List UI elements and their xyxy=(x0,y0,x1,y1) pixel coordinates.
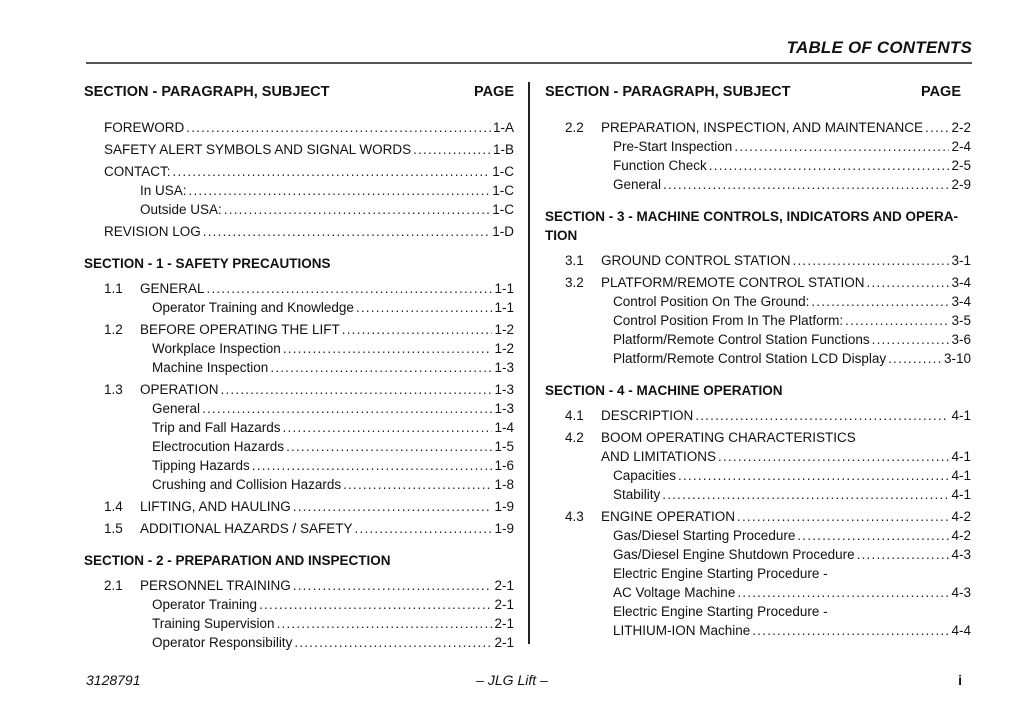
toc-entry[interactable] xyxy=(545,156,971,175)
toc-dot-leader xyxy=(718,447,949,466)
toc-dot-leader xyxy=(356,298,493,317)
toc-entry-page: 1-5 xyxy=(494,439,514,454)
toc-entry[interactable] xyxy=(545,406,971,425)
toc-entry-title: Platform/Remote Control Station LCD Display xyxy=(613,351,887,366)
toc-entry-page: 2-4 xyxy=(951,139,971,154)
toc-entry[interactable] xyxy=(545,507,971,526)
toc-entry-title: In USA: xyxy=(140,183,187,198)
toc-entry-page: 3-10 xyxy=(943,351,971,366)
toc-entry-page: 1-C xyxy=(492,164,514,179)
toc-entry-title: Machine Inspection xyxy=(152,360,269,375)
footer-brand: – JLG Lift – xyxy=(476,672,548,688)
toc-entry-title: GROUND CONTROL STATION xyxy=(601,253,791,268)
toc-dot-leader xyxy=(203,222,490,241)
toc-entry-number: 3.1 xyxy=(565,253,584,268)
toc-dot-leader xyxy=(294,633,492,652)
toc-entry[interactable] xyxy=(84,222,514,241)
toc-entry-page: 4-4 xyxy=(951,623,971,638)
header-rule xyxy=(86,62,972,64)
toc-entry-number: 1.2 xyxy=(104,322,123,337)
toc-entry-page: 4-1 xyxy=(951,487,971,502)
toc-entry[interactable] xyxy=(545,564,971,583)
toc-entry[interactable] xyxy=(545,349,971,368)
toc-entry[interactable] xyxy=(84,475,514,494)
toc-dot-leader xyxy=(224,200,490,219)
toc-dot-leader xyxy=(845,311,949,330)
toc-entry[interactable] xyxy=(545,428,971,447)
toc-entry[interactable] xyxy=(84,339,514,358)
toc-entry[interactable] xyxy=(545,466,971,485)
column-header-page: PAGE xyxy=(473,84,514,100)
toc-entry-title: Electric Engine Starting Procedure - xyxy=(613,604,828,619)
column-header-section: SECTION - PARAGRAPH, SUBJECT xyxy=(84,84,330,100)
toc-entry[interactable] xyxy=(84,399,514,418)
toc-entry[interactable] xyxy=(545,137,971,156)
toc-entry[interactable] xyxy=(545,583,971,602)
toc-entry-page: 1-9 xyxy=(494,521,514,536)
toc-entry-page: 3-4 xyxy=(951,275,971,290)
toc-entry-title: Control Position From In The Platform: xyxy=(613,313,844,328)
toc-entry[interactable] xyxy=(545,311,971,330)
toc-entry-title: Crushing and Collision Hazards xyxy=(152,477,342,492)
toc-entry-number: 1.4 xyxy=(104,499,123,514)
toc-entry-page: 2-1 xyxy=(494,597,514,612)
toc-entry-page: 3-6 xyxy=(951,332,971,347)
toc-entry-number: 2.1 xyxy=(104,578,123,593)
toc-entry-page: 1-1 xyxy=(494,300,514,315)
toc-dot-leader xyxy=(797,526,949,545)
toc-entry[interactable] xyxy=(545,621,971,640)
toc-entry-number: 4.1 xyxy=(565,408,584,423)
toc-dot-leader xyxy=(793,251,950,270)
toc-dot-leader xyxy=(202,399,492,418)
toc-entry-title: AC Voltage Machine xyxy=(613,585,736,600)
section-heading: SECTION - 3 - MACHINE CONTROLS, INDICATORS AND OPERA-TION xyxy=(545,209,959,243)
toc-dot-leader xyxy=(283,418,493,437)
toc-entry[interactable] xyxy=(545,526,971,545)
toc-entry[interactable] xyxy=(84,497,514,516)
toc-entry[interactable] xyxy=(545,251,971,270)
section-heading: SECTION - 4 - MACHINE OPERATION xyxy=(545,383,783,398)
toc-entry[interactable] xyxy=(84,162,514,181)
toc-entry[interactable] xyxy=(84,456,514,475)
toc-entry-title: Stability xyxy=(613,487,661,502)
toc-right-column xyxy=(545,84,971,640)
toc-left-column xyxy=(84,84,514,652)
toc-entry[interactable] xyxy=(545,485,971,504)
toc-entry-title: BOOM OPERATING CHARACTERISTICS xyxy=(601,430,856,445)
toc-dot-leader xyxy=(293,497,493,516)
toc-entry-page: 1-6 xyxy=(494,458,514,473)
toc-dot-leader xyxy=(662,485,949,504)
toc-list-right xyxy=(545,118,971,640)
toc-entry-page: 4-3 xyxy=(951,585,971,600)
toc-entry[interactable] xyxy=(545,545,971,564)
toc-entry-page: 2-2 xyxy=(951,120,971,135)
toc-dot-leader xyxy=(286,437,492,456)
toc-entry-title: PREPARATION, INSPECTION, AND MAINTENANCE xyxy=(601,120,924,135)
toc-entry-title: BEFORE OPERATING THE LIFT xyxy=(140,322,340,337)
toc-dot-leader xyxy=(709,156,950,175)
toc-entry-page: 1-3 xyxy=(494,360,514,375)
toc-entry-title: Electric Engine Starting Procedure - xyxy=(613,566,828,581)
toc-entry-title: Outside USA: xyxy=(140,202,222,217)
toc-entry-page: 1-2 xyxy=(494,341,514,356)
toc-dot-leader xyxy=(857,545,950,564)
toc-entry-page: 4-1 xyxy=(951,449,971,464)
toc-entry-page: 4-2 xyxy=(951,509,971,524)
toc-entry-title: Operator Responsibility xyxy=(152,635,293,650)
toc-entry-title: General xyxy=(613,177,662,192)
toc-entry-title: Control Position On The Ground: xyxy=(613,294,810,309)
toc-entry-number: 2.2 xyxy=(565,120,584,135)
toc-entry-title: CONTACT: xyxy=(104,164,171,179)
toc-entry[interactable] xyxy=(84,181,514,200)
toc-entry-number: 1.1 xyxy=(104,281,123,296)
toc-dot-leader xyxy=(355,519,493,538)
toc-dot-leader xyxy=(221,380,493,399)
toc-entry-page: 1-C xyxy=(492,183,514,198)
toc-entry-title: Training Supervision xyxy=(152,616,275,631)
column-header-left xyxy=(84,84,514,104)
toc-entry-title: OPERATION xyxy=(140,382,219,397)
toc-entry-title: SAFETY ALERT SYMBOLS AND SIGNAL WORDS xyxy=(104,142,412,157)
toc-dot-leader xyxy=(737,583,949,602)
toc-entry[interactable] xyxy=(84,418,514,437)
toc-dot-leader xyxy=(277,614,493,633)
toc-entry[interactable] xyxy=(84,200,514,219)
toc-entry-title: LITHIUM-ION Machine xyxy=(613,623,751,638)
page-title: TABLE OF CONTENTS xyxy=(786,38,972,57)
toc-entry-title: Tipping Hazards xyxy=(152,458,250,473)
toc-entry-title: Trip and Fall Hazards xyxy=(152,420,281,435)
toc-dot-leader xyxy=(207,279,493,298)
toc-entry-number: 4.3 xyxy=(565,509,584,524)
toc-entry-number: 3.2 xyxy=(565,275,584,290)
toc-dot-leader xyxy=(270,358,492,377)
toc-entry[interactable] xyxy=(545,118,971,137)
toc-entry-page: 1-3 xyxy=(494,382,514,397)
toc-entry-title: LIFTING, AND HAULING xyxy=(140,499,291,514)
toc-entry-page: 2-1 xyxy=(494,578,514,593)
toc-entry-page: 1-A xyxy=(492,120,514,135)
toc-entry[interactable] xyxy=(84,320,514,339)
toc-entry-page: 2-9 xyxy=(951,177,971,192)
toc-dot-leader xyxy=(752,621,949,640)
toc-entry-title: Workplace Inspection xyxy=(152,341,281,356)
toc-entry[interactable] xyxy=(545,292,971,311)
toc-entry-title: Capacities xyxy=(613,468,677,483)
toc-dot-leader xyxy=(259,595,492,614)
toc-dot-leader xyxy=(342,320,493,339)
toc-dot-leader xyxy=(663,175,949,194)
toc-entry[interactable] xyxy=(545,602,971,621)
toc-dot-leader xyxy=(695,406,949,425)
toc-entry[interactable] xyxy=(84,614,514,633)
section-heading: SECTION - 2 - PREPARATION AND INSPECTION xyxy=(84,553,391,568)
column-header-page: PAGE xyxy=(920,84,961,100)
toc-entry-page: 3-4 xyxy=(951,294,971,309)
toc-entry-title: Operator Training and Knowledge xyxy=(152,300,354,315)
toc-entry-page: 1-2 xyxy=(494,322,514,337)
toc-entry-number: 1.3 xyxy=(104,382,123,397)
toc-entry[interactable] xyxy=(84,437,514,456)
toc-entry-page: 2-1 xyxy=(494,635,514,650)
section-heading: SECTION - 1 - SAFETY PRECAUTIONS xyxy=(84,256,331,271)
footer-doc-number: 3128791 xyxy=(86,672,141,688)
toc-entry-title: Platform/Remote Control Station Functions xyxy=(613,332,870,347)
toc-entry[interactable] xyxy=(84,519,514,538)
toc-entry[interactable] xyxy=(84,118,514,137)
toc-dot-leader xyxy=(283,339,493,358)
toc-entry[interactable] xyxy=(545,447,971,466)
toc-entry-page: 1-3 xyxy=(494,401,514,416)
toc-dot-leader xyxy=(925,118,949,137)
toc-entry[interactable] xyxy=(84,298,514,317)
footer-page-number: i xyxy=(958,672,962,688)
toc-entry-title: General xyxy=(152,401,201,416)
toc-dot-leader xyxy=(872,330,950,349)
toc-entry-page: 4-1 xyxy=(951,468,971,483)
toc-dot-leader xyxy=(734,137,949,156)
toc-dot-leader xyxy=(343,475,492,494)
toc-dot-leader xyxy=(888,349,942,368)
toc-entry-title: Function Check xyxy=(613,158,707,173)
toc-entry-title: GENERAL xyxy=(140,281,205,296)
toc-entry-page: 1-4 xyxy=(494,420,514,435)
toc-entry-number: 1.5 xyxy=(104,521,123,536)
toc-entry-page: 1-9 xyxy=(494,499,514,514)
column-header-right xyxy=(545,84,971,104)
toc-entry[interactable] xyxy=(545,175,971,194)
toc-entry[interactable] xyxy=(84,595,514,614)
toc-entry[interactable] xyxy=(84,279,514,298)
toc-dot-leader xyxy=(811,292,949,311)
toc-list-left xyxy=(84,118,514,652)
toc-entry-page: 4-3 xyxy=(951,547,971,562)
toc-dot-leader xyxy=(186,118,491,137)
column-divider xyxy=(528,82,530,644)
toc-entry-title: Gas/Diesel Engine Shutdown Procedure xyxy=(613,547,855,562)
toc-entry-page: 4-2 xyxy=(951,528,971,543)
toc-entry-page: 1-1 xyxy=(494,281,514,296)
toc-entry[interactable] xyxy=(84,358,514,377)
toc-entry-page: 1-D xyxy=(492,224,514,239)
toc-entry-title: PERSONNEL TRAINING xyxy=(140,578,291,593)
toc-entry[interactable] xyxy=(84,633,514,652)
toc-entry[interactable] xyxy=(84,140,514,159)
toc-entry-title: ENGINE OPERATION xyxy=(601,509,736,524)
toc-entry-page: 2-5 xyxy=(951,158,971,173)
toc-entry-title: Gas/Diesel Starting Procedure xyxy=(613,528,796,543)
column-header-section: SECTION - PARAGRAPH, SUBJECT xyxy=(545,84,791,100)
toc-dot-leader xyxy=(252,456,493,475)
toc-entry-title: Operator Training xyxy=(152,597,258,612)
toc-entry-page: 2-1 xyxy=(494,616,514,631)
toc-dot-leader xyxy=(293,576,493,595)
toc-entry-title: AND LIMITATIONS xyxy=(601,449,717,464)
toc-entry-page: 4-1 xyxy=(951,408,971,423)
toc-entry-title: REVISION LOG xyxy=(104,224,201,239)
toc-entry-page: 1-8 xyxy=(494,477,514,492)
toc-entry-title: DESCRIPTION xyxy=(601,408,694,423)
toc-entry-page: 3-1 xyxy=(951,253,971,268)
toc-dot-leader xyxy=(413,140,491,159)
toc-entry-page: 3-5 xyxy=(951,313,971,328)
toc-entry[interactable] xyxy=(545,330,971,349)
toc-entry-title: ADDITIONAL HAZARDS / SAFETY xyxy=(140,521,353,536)
toc-entry[interactable] xyxy=(84,380,514,399)
toc-entry[interactable] xyxy=(84,576,514,595)
toc-dot-leader xyxy=(867,273,950,292)
toc-entry-title: PLATFORM/REMOTE CONTROL STATION xyxy=(601,275,865,290)
toc-entry[interactable] xyxy=(545,273,971,292)
toc-entry-title: Pre-Start Inspection xyxy=(613,139,733,154)
toc-dot-leader xyxy=(678,466,949,485)
toc-dot-leader xyxy=(189,181,491,200)
toc-entry-page: 1-B xyxy=(492,142,514,157)
toc-entry-title: Electrocution Hazards xyxy=(152,439,285,454)
toc-entry-number: 4.2 xyxy=(565,430,584,445)
toc-dot-leader xyxy=(173,162,491,181)
toc-dot-leader xyxy=(737,507,949,526)
toc-entry-page: 1-C xyxy=(492,202,514,217)
toc-entry-title: FOREWORD xyxy=(104,120,185,135)
